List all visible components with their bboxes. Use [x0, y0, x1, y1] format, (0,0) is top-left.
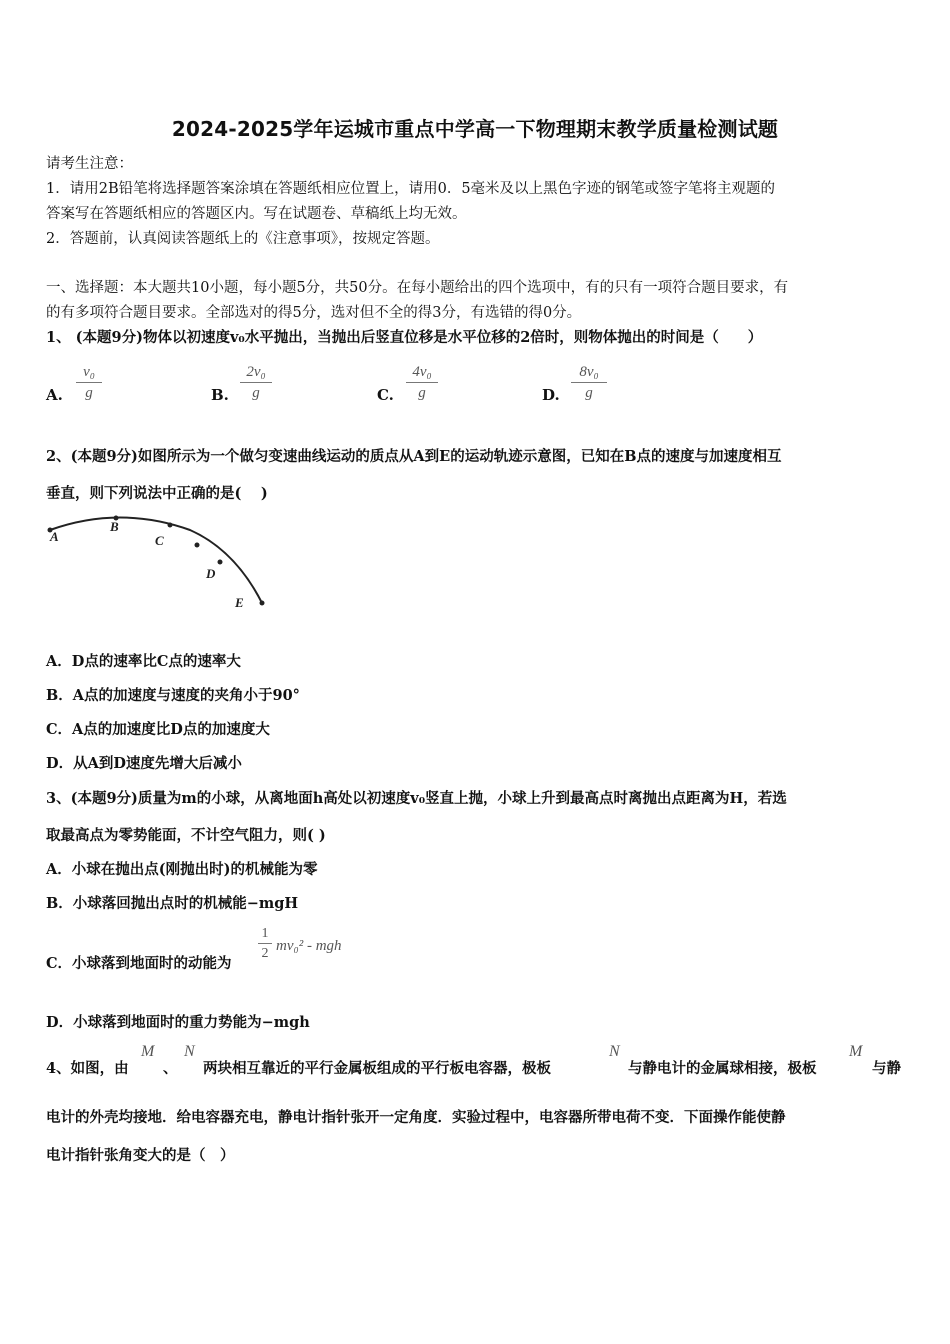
q3-option-b: B．小球落回抛出点时的机械能−mgH: [46, 895, 299, 912]
q1-option-b-den: g: [252, 385, 260, 401]
q3-option-c-text: C．小球落到地面时的动能为: [46, 955, 232, 972]
q1-option-b-label: B.: [211, 386, 229, 404]
notice-line-1: 1．请用2B铅笔将选择题答案涂填在答题纸相应位置上，请用0．5毫米及以上黑色字迹的钢笔或签字笔将主观题的: [46, 181, 776, 197]
page-title: 2024-2025学年运城市重点中学高一下物理期末教学质量检测试题: [171, 117, 779, 141]
q1-option-a-label: A.: [46, 386, 63, 404]
q4-symbol-m-1: M: [141, 1043, 155, 1060]
q2-stem-2: 垂直，则下列说法中正确的是( ): [46, 485, 268, 502]
q1-option-c-den: g: [418, 385, 426, 401]
q3-stem-1: 3、(本题9分)质量为m的小球，从离地面h高处以初速度v₀竖直上抛，小球上升到最高点时离抛出点距离为H，若选: [46, 790, 787, 807]
q4-symbol-n-1: N: [184, 1043, 195, 1060]
q1-option-a-den: g: [85, 385, 93, 401]
q1-option-c-fraction: [406, 364, 438, 402]
q3-option-d: D．小球落到地面时的重力势能为−mgh: [46, 1014, 310, 1031]
q2-option-a: A．D点的速率比C点的速率大: [46, 653, 241, 670]
q4-text-2: 、: [163, 1060, 178, 1077]
point-b-label: B: [110, 519, 119, 534]
q4-line-2: 电计的外壳均接地．给电容器充电，静电计指针张开一定角度．实验过程中，电容器所带电荷不变．下面操作能使静: [46, 1109, 786, 1126]
q1-option-c-num: 4v₀: [406, 364, 438, 383]
point-extra-dot: [195, 543, 200, 548]
point-d-dot: [218, 560, 223, 565]
q1-option-d-fraction: [571, 364, 607, 402]
q2-option-c: C．A点的加速度比D点的加速度大: [46, 721, 270, 738]
notice-line-2: 答案写在答题纸相应的答题区内。写在试题卷、草稿纸上均无效。: [46, 206, 467, 222]
q4-text-3: 两块相互靠近的平行金属板组成的平行板电容器，极板: [203, 1060, 551, 1077]
q4-text-4: 与静电计的金属球相接，极板: [628, 1060, 817, 1077]
notice-heading: 请考生注意：: [46, 156, 133, 172]
q1-option-d-den: g: [585, 385, 593, 401]
q3-stem-2: 取最高点为零势能面，不计空气阻力，则( ): [46, 827, 326, 844]
q4-symbol-n-2: N: [609, 1043, 620, 1060]
section1-line-2: 的有多项符合题目要求。全部选对的得5分，选对但不全的得3分，有选错的得0分。: [46, 305, 582, 321]
q3-option-c-expression: mv₀² - mgh: [276, 938, 342, 954]
point-c-dot: [168, 523, 173, 528]
trajectory-curve: [50, 518, 262, 604]
q3-option-c-frac-num: 1: [258, 926, 272, 944]
q4-symbol-m-2: M: [849, 1043, 863, 1060]
q1-option-d-label: D.: [542, 386, 560, 404]
point-e-label: E: [235, 595, 244, 610]
q1-option-b-fraction: [240, 364, 272, 402]
q3-option-c-frac-den: 2: [261, 946, 269, 961]
q4-text-1: 4、如图，由: [46, 1060, 129, 1077]
notice-line-3: 2．答题前，认真阅读答题纸上的《注意事项》，按规定答题。: [46, 231, 440, 247]
section1-line-1: 一、选择题：本大题共10小题，每小题5分，共50分。在每小题给出的四个选项中，有的只有一项符合题目要求，有: [46, 280, 789, 296]
q1-stem: 1、 (本题9分)物体以初速度v₀水平抛出，当抛出后竖直位移是水平位移的2倍时，则物体抛出的时间是（ ）: [46, 329, 763, 346]
q4-line-3: 电计指针张角变大的是（ ）: [46, 1147, 235, 1164]
q4-text-5: 与静: [872, 1060, 901, 1077]
q1-option-a-fraction: [76, 364, 102, 402]
q3-option-c-fraction: [258, 926, 272, 962]
q1-option-b-num: 2v₀: [240, 364, 272, 383]
point-c-label: C: [155, 533, 164, 548]
q1-option-a-num: v₀: [76, 364, 102, 383]
q3-option-a: A．小球在抛出点(刚抛出时)的机械能为零: [46, 861, 318, 878]
point-a-label: A: [50, 529, 59, 544]
q2-option-d: D．从A到D速度先增大后减小: [46, 755, 242, 772]
point-e-dot: [260, 601, 265, 606]
q1-option-c-label: C.: [377, 386, 394, 404]
point-d-label: D: [206, 566, 216, 581]
q2-trajectory-figure: [40, 510, 280, 610]
q1-option-d-num: 8v₀: [571, 364, 607, 383]
q2-option-b: B．A点的加速度与速度的夹角小于90°: [46, 687, 300, 704]
q2-stem-1: 2、(本题9分)如图所示为一个做匀变速曲线运动的质点从A到E的运动轨迹示意图，已知在B点的速度与加速度相互: [46, 448, 782, 465]
